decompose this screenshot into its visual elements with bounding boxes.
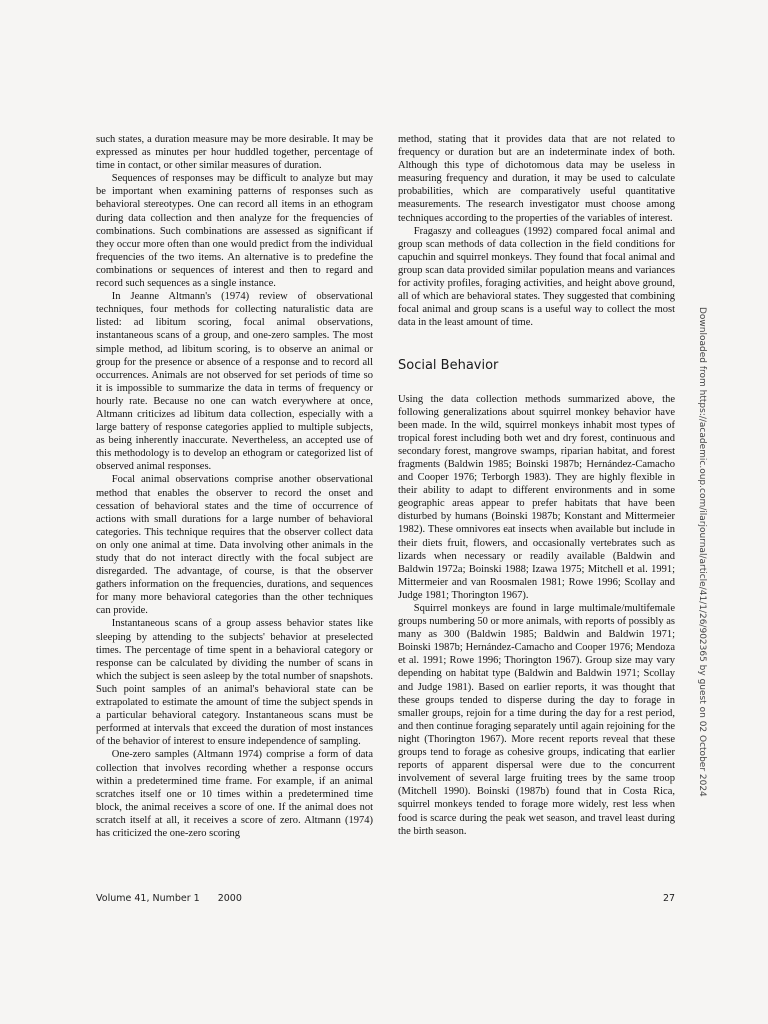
paragraph: Fragaszy and colleagues (1992) compared focal animal and group scan methods of data collection in the field conditions for capuchin and squirrel monkeys. They found that focal animal and group scan data provided similar population means and variances for activity profiles, foraging activities, and height above ground, all of which are behavioral states. They suggested that combining focal animal and group scans is a useful way to collect the most data in the least amount of time.	[398, 225, 675, 329]
paragraph: Instantaneous scans of a group assess behavior states like sleeping by attending to the subjects' behavior at preselected times. The percentage of time spent in a behavioral category or response can be calculated by dividing the number of scans in which the subject is seen asleep by the total number of snapshots. Such point samples of an animal's behavioral state can be extrapolated to estimate the amount of time the subject spends in a particular behavioral category. Instantaneous scans must be performed at intervals that exceed the duration of most instances of the behavior of interest to ensure independence of sampling.	[96, 618, 373, 748]
paragraph: Sequences of responses may be difficult to analyze but may be important when examining patterns of responses such as behavioral stereotypes. One can record all items in an ethogram during data collection and then analyze for the frequencies of combinations. Such combinations are assessed as significant if they occur more often than one would predict from the individual frequencies of the two items. An alternative is to predefine the combinations or sequences of interest and then to regard and record such sequences as a single instance.	[96, 173, 373, 290]
paragraph: Squirrel monkeys are found in large multimale/multifemale groups numbering 50 or more animals, with reports of possibly as many as 300 (Baldwin 1985; Baldwin and Baldwin 1971; Boinski 1987b; Hernández-Camacho and Cooper 1976; Mendoza et al. 1991; Rowe 1996; Thorington 1967). Group size may vary depending on habitat type (Baldwin and Baldwin 1971; Scollay and Judge 1981). Based on earlier reports, it was thought that these groups tended to disperse during the day to forage in smaller groups, rejoin for a time during the day for a rest period, and then continue foraging separately until again rejoining for the night (Thorington 1967). More recent reports reveal that these groups tend to forage as cohesive groups, indicating that earlier reports of apparent dispersal were due to the concurrent involvement of several large fruiting trees by the same troop (Mitchell 1990). Boinski (1987b) found that in Costa Rica, squirrel monkeys tended to forage more widely, rest less when food is scarce during the peak wet season, and travel least during the birth season.	[398, 603, 675, 837]
download-watermark: Downloaded from https://academic.oup.com/ilarjournal/article/41/1/26/902365 by guest on 02 October 2024	[697, 307, 707, 797]
paragraph: such states, a duration measure may be more desirable. It may be expressed as minutes per hour huddled together, percentage of time in contact, or other similar measures of duration.	[96, 134, 373, 172]
paragraph: Using the data collection methods summarized above, the following generalizations about squirrel monkey behavior have been made. In the wild, squirrel monkeys inhabit most types of tropical forest including both wet and dry forest, continuous and secondary forest, mangrove swamps, riparian habitat, and forest fragments (Baldwin 1985; Boinski 1987b; Hernández-Camacho and Cooper 1976; Terborgh 1983). They are highly flexible in their ability to adapt to different environments and in some geographic areas appear to prefer habitats that have been disturbed by humans (Boinski 1987b; Konstant and Mittermeier 1982). These omnivores eat insects when available but include in their diets fruit, flowers, and occasionally vertebrates such as lizards when necessary or readily available (Baldwin and Baldwin 1972a; Boinski 1988; Izawa 1975; Mitchell et al. 1991; Mittermeier and van Roosmalen 1981; Rowe 1996; Scollay and Judge 1981; Thorington 1967).	[398, 393, 675, 601]
paragraph: In Jeanne Altmann's (1974) review of observational techniques, four methods for collecting naturalistic data are listed: ad libitum scoring, focal animal observations, instantaneous scans of a group, and one-zero samples. The most simple method, ad libitum scoring, is to observe an animal or group for the presence or absence of a response and to record all occurrences. Animals are not observed for set periods of time so it is impossible to summarize the data in terms of frequency or hourly rate. Because no one can watch everywhere at once, Altmann criticizes ad libitum data collection, especially with a large battery of response categories applied to multiple subjects, as being inherently inaccurate. Nevertheless, an accepted use of this methodology is to develop an ethogram or categorized list of observed animal responses.	[96, 291, 373, 473]
footer-year: 2000	[217, 893, 242, 904]
footer-journal-info	[96, 893, 242, 904]
page-number: 27	[663, 893, 676, 904]
paragraph: One-zero samples (Altmann 1974) comprise a form of data collection that involves recording whether a response occurs within a predetermined time frame. For example, if an animal scratches itself one or 10 times within a predetermined time block, the animal receives a score of one. If the animal does not scratch itself at all, it receives a score of zero. Altmann (1974) has criticized the one-zero scoring	[96, 749, 373, 839]
paragraph: Focal animal observations comprise another observational method that enables the observer to record the onset and cessation of behavioral states and the time of occurrence of actions with small durations for a large number of behavioral categories. This technique requires that the observer collect data on only one animal at time. Data involving other animals in the study that do not interact directly with the focal subject are disregarded. The advantage, of course, is that the observer gathers information on the frequencies, durations, and sequences for many more behavioral categories than the other techniques can provide.	[96, 474, 373, 617]
paragraph: method, stating that it provides data that are not related to frequency or duration but are an indeterminate index of both. Although this type of dichotomous data may be useless in measuring frequency and duration, it may be used to calculate probabilities, which are comparatively useful quantitative measurements. The research investigator must choose among techniques according to the properties of the variables of interest.	[398, 134, 675, 224]
section-heading: Social Behavior	[398, 358, 499, 374]
left-column	[96, 133, 373, 840]
right-column	[398, 133, 675, 838]
footer-volume: Volume 41, Number 1	[96, 893, 200, 904]
